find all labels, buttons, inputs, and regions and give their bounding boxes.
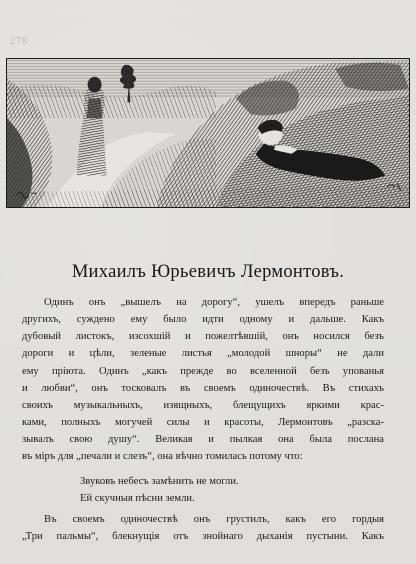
text-line: дубовый листокъ, изсохшій и пожелтѣвшій, онъ носился безъ (22, 331, 384, 343)
illustration-drawing (7, 59, 409, 207)
text-line: своихъ музыкальныхъ, изящныхъ, блещущихъ яркими крас- (22, 399, 384, 411)
text-line: Одинъ онъ „вышелъ на дорогу“, ушелъ впередъ раньше (44, 297, 384, 308)
text-line: дороги и цѣли, зеленые листья „молодой шноры“ не дали (22, 348, 384, 360)
text-line: ему пріюта. Одинъ „какъ прежде во вселенной безъ упованья (22, 365, 384, 377)
verse-line: Звуковъ небесъ замѣнить не могли. (80, 476, 239, 487)
header-illustration (6, 58, 410, 208)
text-line: зывалъ свою душу“. Великая и пылкая она была послана (22, 434, 384, 446)
text-line: „Три пальмы“, блекнущія отъ знойнаго дыханія пустыни. Какъ (22, 531, 384, 543)
page-number: 278 (10, 36, 28, 47)
text-line: другихъ, суждено ему было идти одному и дальше. Какъ (22, 314, 384, 326)
paragraph-2 (22, 511, 384, 545)
text-line: ками, полныхъ могучей силы и красоты, Лермонтовъ „разска- (22, 416, 384, 428)
verse-quote (0, 473, 416, 507)
text-line: въ міръ для „печали и слезъ“, она вѣчно томилась потому что: (22, 451, 303, 463)
text-line: Въ своемъ одиночествѣ онъ грустилъ, какъ его гордыя (44, 514, 384, 525)
verse-line: Ей скучныя пѣсни земли. (80, 493, 195, 505)
text-line: и любви“, онъ тосковалъ въ своемъ одиночествѣ. Въ стихахъ (22, 382, 384, 394)
paragraph-1 (22, 294, 384, 465)
chapter-title: Михаилъ Юрьевичъ Лермонтовъ. (71, 262, 345, 282)
